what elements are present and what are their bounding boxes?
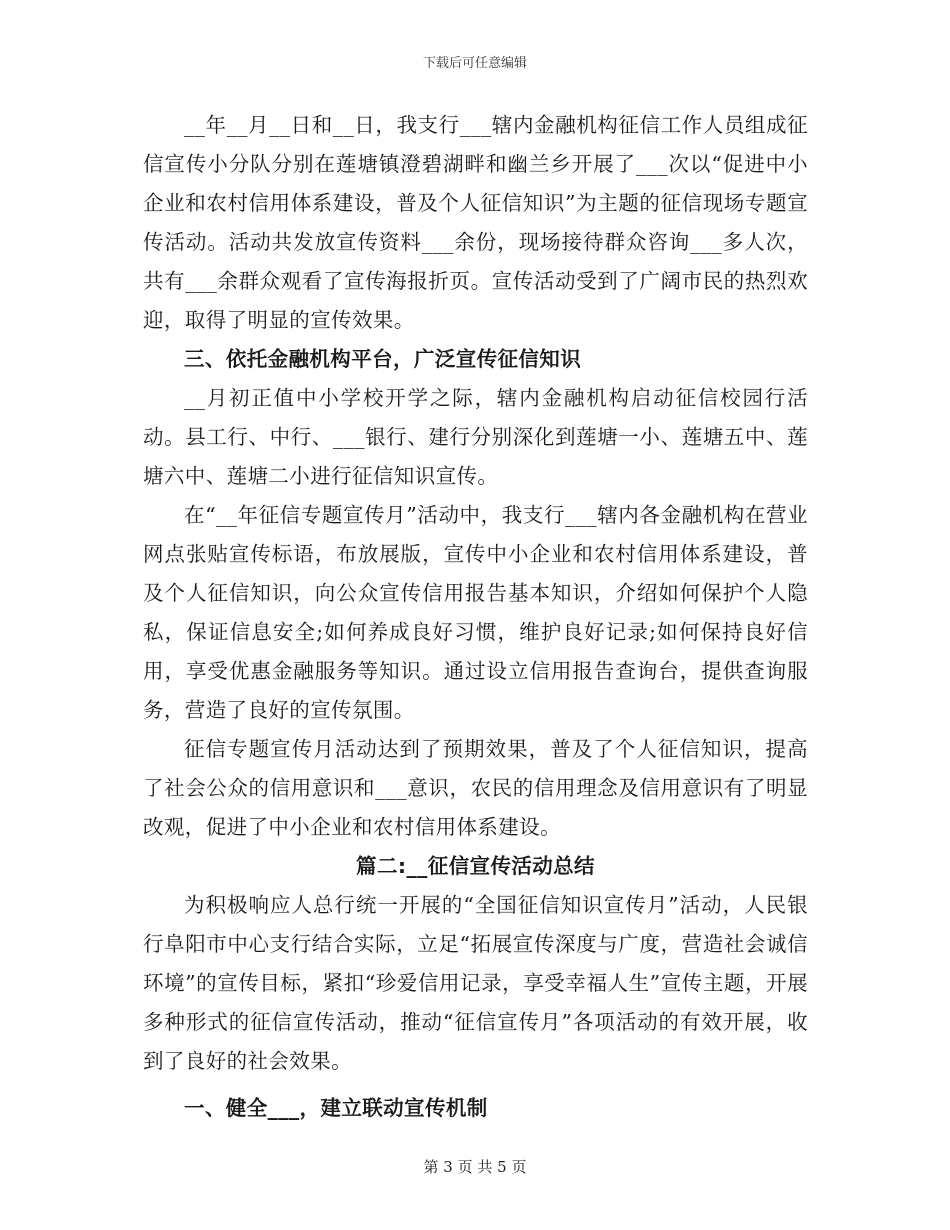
page-number-footer: 第 3 页 共 5 页 <box>423 1158 527 1176</box>
paragraph-activity-report: __年__月__日和__日，我支行___辖内金融机构征信工作人员组成征信宣传小分队分别在莲塘镇澄碧湖畔和幽兰乡开展了___次以“促进中小企业和农村信用体系建设，普及个人征信知识”为主题的征信现场专题宣传活动。活动共发放宣传资料___余份，现场接待群众咨询___多人次，共有___余群众观看了宣传海报折页。宣传活动受到了广阔市民的热烈欢迎，取得了明显的宣传效果。 <box>143 113 808 332</box>
section-heading-three: 三、依托金融机构平台，广泛宣传征信知识 <box>184 347 582 371</box>
document-body <box>143 106 808 1128</box>
page-header-note: 下载后可任意编辑 <box>422 56 527 71</box>
article-two-title: 篇二:__征信宣传活动总结 <box>356 854 595 878</box>
section-heading-one: 一、健全___，建立联动宣传机制 <box>184 1096 488 1120</box>
paragraph-results: 征信专题宣传月活动达到了预期效果，普及了个人征信知识，提高了社会公众的信用意识和___意识，农民的信用理念及信用意识有了明显改观，促进了中小企业和农村信用体系建设。 <box>143 737 808 839</box>
paragraph-promotion-month: 在“__年征信专题宣传月”活动中，我支行___辖内各金融机构在营业网点张贴宣传标语，布放展版，宣传中小企业和农村信用体系建设，普及个人征信知识，向公众宣传信用报告基本知识，介绍如何保护个人隐私，保证信息安全;如何养成良好习惯，维护良好记录;如何保持良好信用，享受优惠金融服务等知识。通过设立信用报告查询台，提供查询服务，营造了良好的宣传氛围。 <box>143 503 808 722</box>
paragraph-school-campaign: __月初正值中小学校开学之际，辖内金融机构启动征信校园行活动。县工行、中行、___银行、建行分别深化到莲塘一小、莲塘五中、莲塘六中、莲塘二小进行征信知识宣传。 <box>143 386 808 488</box>
paragraph-intro-fuyang: 为积极响应人总行统一开展的“全国征信知识宣传月”活动，人民银行阜阳市中心支行结合实际，立足“拓展宣传深度与广度，营造社会诚信环境”的宣传目标，紧扣“珍爱信用记录，享受幸福人生”宣传主题，开展多种形式的征信宣传活动，推动“征信宣传月”各项活动的有效开展，收到了良好的社会效果。 <box>143 893 808 1073</box>
